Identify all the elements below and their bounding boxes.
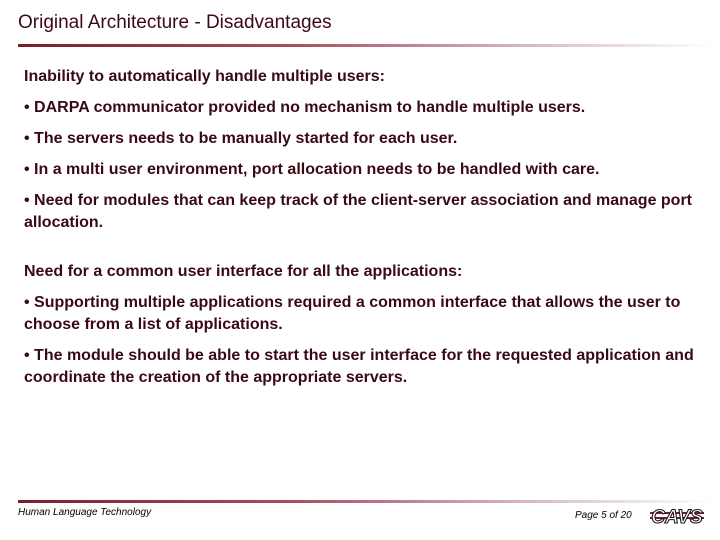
slide-content — [24, 66, 694, 398]
footer-divider — [18, 500, 714, 503]
bullet-item: • DARPA communicator provided no mechanism to handle multiple users. — [24, 99, 586, 116]
cavs-logo — [648, 503, 706, 527]
bullet-item: • Need for modules that can keep track of the client-server association and manage port allocation. — [24, 192, 693, 231]
bullet-item: • In a multi user environment, port allocation needs to be handled with care. — [24, 161, 600, 178]
logo-text: CAVS — [651, 507, 703, 527]
section-multiple-users — [24, 66, 694, 234]
section-heading: Inability to automatically handle multiple users: — [24, 68, 385, 85]
bullet-item: • The servers needs to be manually started for each user. — [24, 130, 458, 147]
section-heading: Need for a common user interface for all the applications: — [24, 263, 463, 280]
bullet-item: • The module should be able to start the user interface for the requested application and coordinate the creation of the appropriate servers. — [24, 347, 694, 386]
bullet-item: • Supporting multiple applications required a common interface that allows the user to choose from a list of applications. — [24, 294, 681, 333]
page-number: Page 5 of 20 — [575, 510, 632, 521]
footer-label: Human Language Technology — [18, 507, 152, 518]
slide-title: Original Architecture - Disadvantages — [18, 12, 332, 33]
title-divider — [18, 44, 714, 47]
section-common-interface — [24, 261, 694, 389]
